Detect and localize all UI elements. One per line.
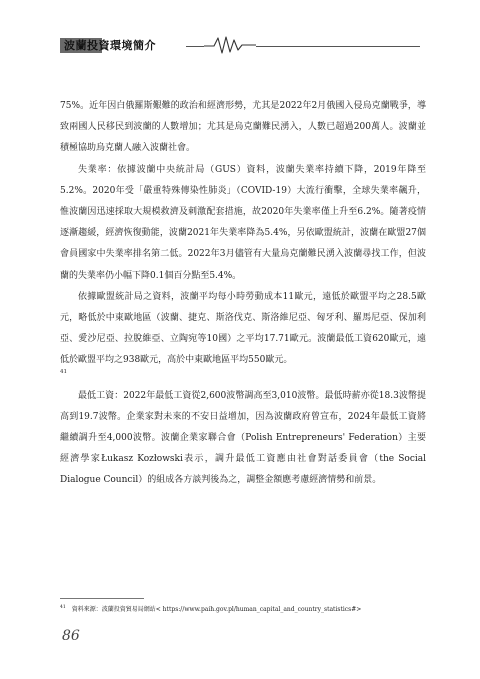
footnote-rule: [60, 598, 144, 599]
paragraph-1: 75%。近年因白俄羅斯艱難的政治和經濟形勢，尤其是2022年2月俄國入侵烏克蘭戰爭，導致兩國人民移民到波蘭的人數增加；尤其是烏克蘭難民湧入，人數已超過200萬人。波蘭並積極協助烏克蘭人融入波蘭社會。: [60, 101, 426, 154]
heartbeat-wave-icon: [204, 34, 256, 56]
paragraph-unemployment: 失業率：依據波蘭中央統計局（GUS）資料，波蘭失業率持續下降，2019年降至5.2%。2020年受「嚴重特殊傳染性肺炎」（COVID-19）大流行衝擊，全球失業率飆升，惟波蘭因迅速採取大規模救濟及刺激配套措施，故2020年失業率僅上升至6.2%。隨著疫情逐漸趨緩，經濟恢復動能，波蘭2021年失業率降為5.4%，另依歐盟統計，波蘭在歐盟27個會員國家中失業率排名第二低。2022年3月儘管有大量烏克蘭難民湧入波蘭尋找工作，但波蘭的失業率仍小幅下降0.1個百分點至5.4%。: [60, 164, 426, 281]
running-header-title: 波蘭投資環境簡介: [64, 39, 156, 52]
footnote-number: 41: [60, 605, 66, 610]
paragraph-minimum-wage: 最低工資：2022年最低工資從2,600波幣調高至3,010波幣。最低時薪亦從18.3波幣提高到19.7波幣。企業家對未來的不安日益增加，因為波蘭政府曾宣布，2024年最低工資將繼續調升至4,000波幣。波蘭企業家聯合會（Polish Entrepreneurs' Federation）主要經濟學家Łukasz Kozłowski表示，調升最低工資應由社會對話委員會（the Social Dialogue Council）的組成各方談判後為之，調整金額應考慮經濟情勢和前景。: [60, 390, 426, 486]
paragraph-labor-cost: 依據歐盟統計局之資料，波蘭平均每小時勞動成本11歐元，遠低於歐盟平均之28.5歐元，略低於中東歐地區（波蘭、捷克、斯洛伐克、斯洛維尼亞、匈牙利、羅馬尼亞、保加利亞、愛沙尼亞、拉脫維亞、立陶宛等10國）之平均17.71歐元。波蘭最低工資620歐元，遠低於歐盟平均之938歐元，高於中東歐地區平均550歐元。: [60, 291, 426, 366]
footnote-reference: 41: [60, 368, 67, 375]
main-text: [60, 96, 426, 492]
footnote: [60, 603, 430, 614]
page-number: 86: [62, 628, 80, 644]
footnote-text: 資料來源：波蘭投資貿易局網站< https://www.paih.gov.pl/human_capital_and_country_statistics#>: [71, 606, 362, 613]
